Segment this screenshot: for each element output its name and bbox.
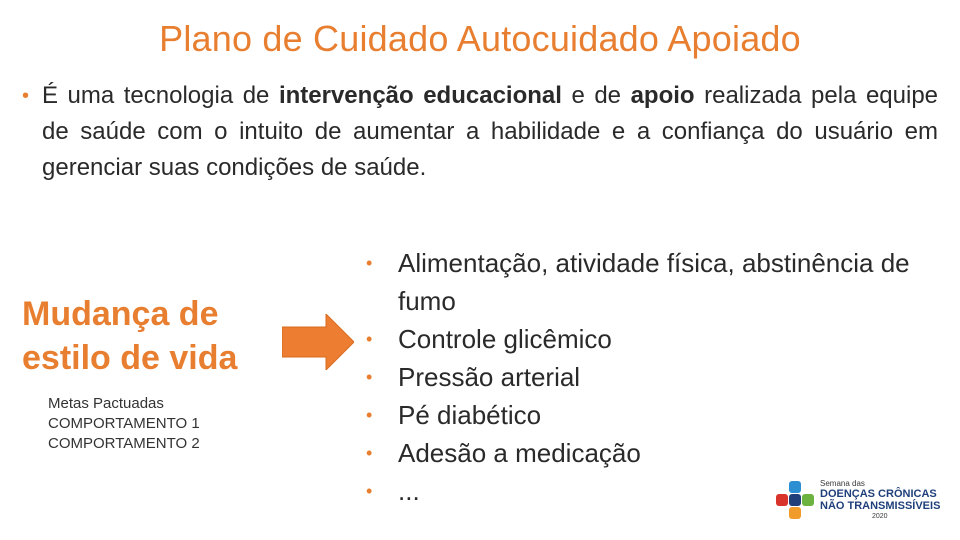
list-item-text: Pressão arterial bbox=[398, 362, 581, 392]
list-item-text: Alimentação, atividade física, abstinência de fumo bbox=[398, 248, 910, 316]
goal-item: Metas Pactuadas bbox=[48, 395, 164, 412]
bullet-icon: • bbox=[366, 329, 373, 349]
lifestyle-line-2: estilo de vida bbox=[22, 339, 238, 378]
intro-part-3: realizada pela equipe de saúde com o intuito de aumentar a habilidade e a confiança do usuário em gerenciar suas condições de saúde. bbox=[42, 82, 939, 181]
list-item bbox=[362, 396, 946, 434]
bullet-icon: • bbox=[366, 367, 373, 387]
list-item-text: ... bbox=[398, 476, 420, 506]
list-item bbox=[362, 320, 946, 358]
list-item bbox=[362, 244, 946, 320]
bullet-icon: • bbox=[366, 405, 373, 425]
intro-text bbox=[42, 78, 938, 186]
intro-part-2: e de bbox=[561, 82, 631, 109]
bullet-icon: • bbox=[22, 85, 30, 107]
bullet-icon: • bbox=[366, 443, 373, 463]
list-item-text: Adesão a medicação bbox=[398, 438, 641, 468]
list-item-text: Pé diabético bbox=[398, 400, 542, 430]
goals-list bbox=[48, 394, 268, 453]
lifestyle-line-1: Mudança de bbox=[22, 295, 219, 333]
bullet-icon: • bbox=[366, 253, 373, 273]
list-item bbox=[362, 434, 946, 472]
bullet-icon: • bbox=[366, 481, 373, 501]
slide-title: Plano de Cuidado Autocuidado Apoiado bbox=[159, 18, 801, 59]
logo-line-2: DOENÇAS CRÔNICAS bbox=[820, 488, 937, 500]
care-items-list bbox=[362, 244, 946, 510]
goal-item: COMPORTAMENTO 2 bbox=[48, 434, 200, 452]
right-arrow-icon bbox=[282, 314, 354, 370]
list-item-text: Controle glicêmico bbox=[398, 324, 612, 354]
intro-paragraph bbox=[22, 78, 938, 186]
intro-bold-2: apoio bbox=[630, 82, 695, 109]
intro-part-1: É uma tecnologia de bbox=[42, 82, 279, 109]
logo-year: 2020 bbox=[872, 513, 888, 520]
logo-line-3: NÃO TRANSMISSÍVEIS bbox=[820, 500, 941, 512]
list-item bbox=[362, 358, 946, 396]
lifestyle-heading bbox=[22, 292, 262, 380]
event-logo bbox=[776, 478, 946, 520]
cross-logo-icon bbox=[776, 481, 814, 519]
goal-item: COMPORTAMENTO 1 bbox=[48, 414, 200, 432]
intro-bold-1: intervenção educacional bbox=[278, 82, 562, 109]
logo-line-1: Semana das bbox=[820, 479, 865, 488]
